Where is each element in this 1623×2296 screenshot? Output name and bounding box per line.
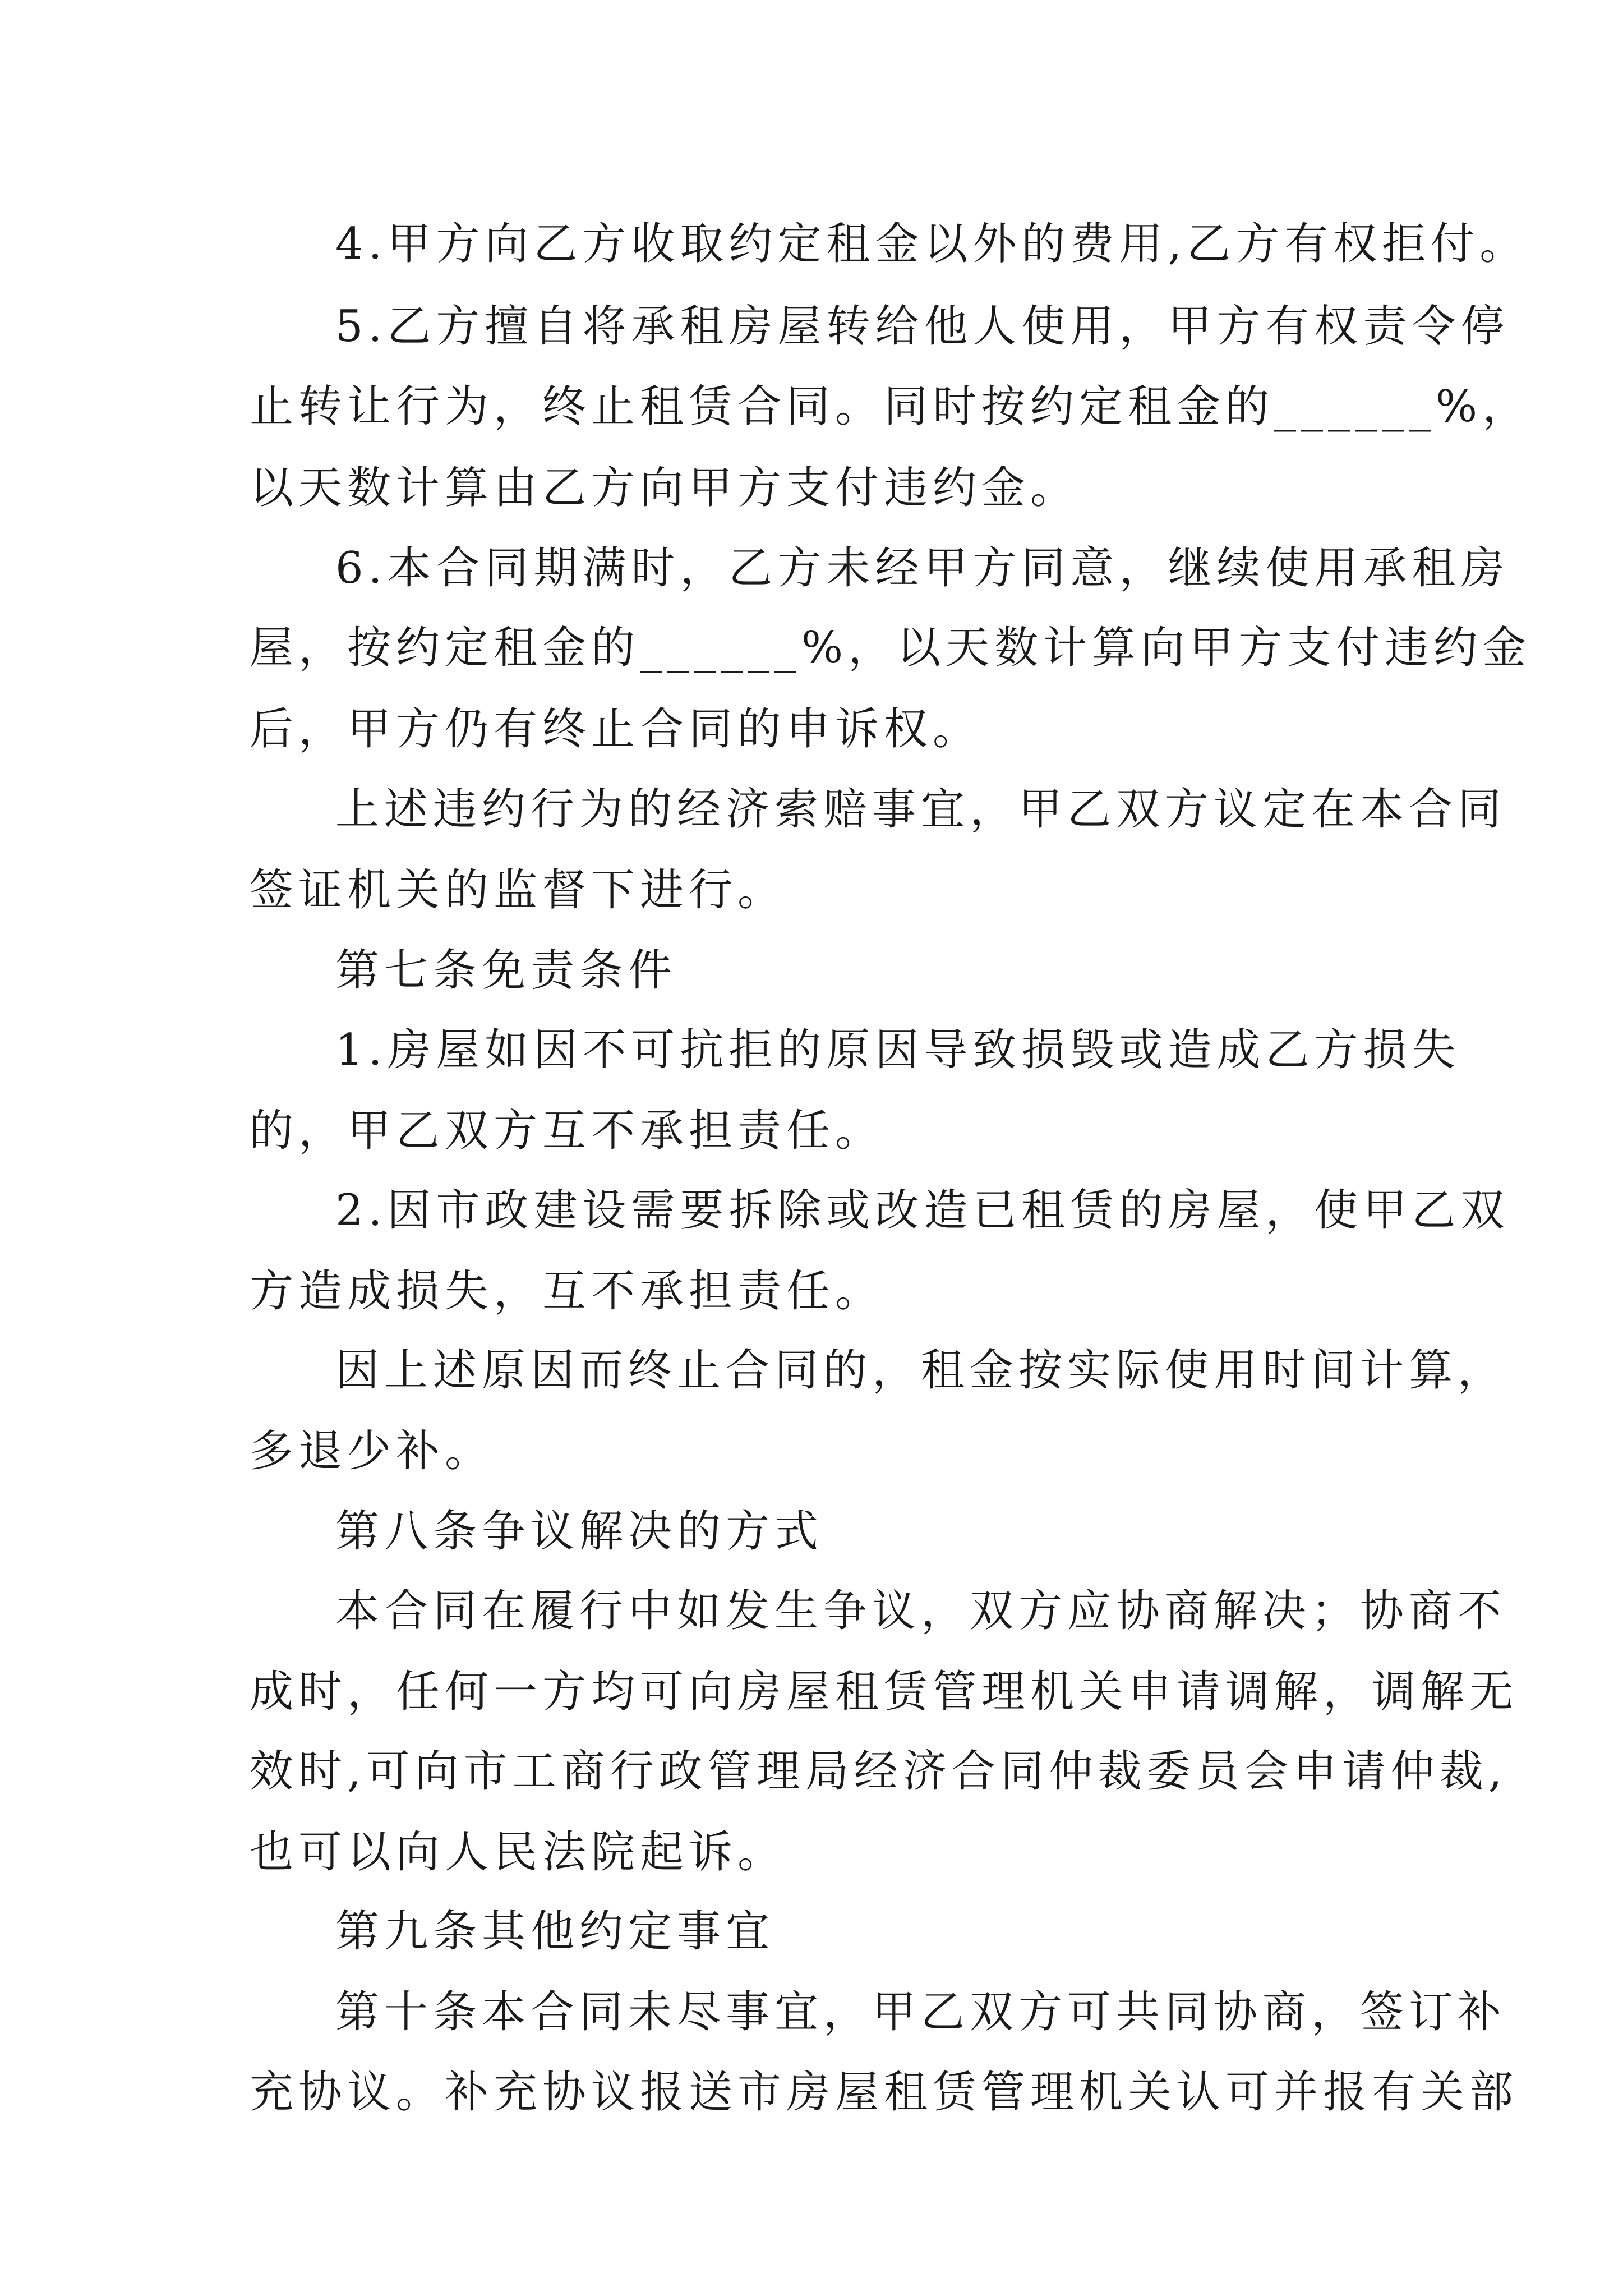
article-7-heading: 第七条免责条件 <box>335 945 677 996</box>
termination-paragraph-line-1: 因上述原因而终止合同的，租金按实际使用时间计算， <box>335 1345 1507 1396</box>
article-7-item-2-line-2: 方造成损失，互不承担责任。 <box>250 1266 884 1317</box>
clause-6-line-2: 屋，按约定租金的______%，以天数计算向甲方支付违约金 <box>250 623 1532 673</box>
article-8-line-1: 本合同在履行中如发生争议，双方应协商解决；协商不 <box>335 1586 1507 1636</box>
article-9-heading: 第九条其他约定事宜 <box>335 1906 775 1957</box>
article-7-item-2-line-1: 2.因市政建设需要拆除或改造已租赁的房屋，使甲乙双 <box>335 1185 1510 1236</box>
article-8-line-3: 效时,可向市工商行政管理局经济合同仲裁委员会申请仲裁, <box>250 1746 1507 1797</box>
clause-5-line-3: 以天数计算由乙方向甲方支付违约金。 <box>250 463 1080 513</box>
breach-paragraph-line-1: 上述违约行为的经济索赔事宜，甲乙双方议定在本合同 <box>335 784 1507 835</box>
article-7-item-1-line-1: 1.房屋如因不可抗拒的原因导致损毁或造成乙方损失 <box>335 1025 1461 1075</box>
article-8-line-2: 成时，任何一方均可向房屋租赁管理机关申请调解，调解无 <box>250 1667 1519 1717</box>
clause-5-line-2: 止转让行为，终止租赁合同。同时按约定租金的______%， <box>250 381 1532 432</box>
article-7-item-1-line-2: 的，甲乙双方互不承担责任。 <box>250 1106 884 1156</box>
clause-6-line-3: 后，甲方仍有终止合同的申诉权。 <box>250 704 982 754</box>
clause-4-line-1: 4.甲方向乙方收取约定租金以外的费用,乙方有权拒付。 <box>335 219 1529 269</box>
breach-paragraph-line-2: 签证机关的监督下进行。 <box>250 865 787 915</box>
article-8-heading: 第八条争议解决的方式 <box>335 1506 824 1557</box>
termination-paragraph-line-2: 多退少补。 <box>250 1426 494 1476</box>
article-10-line-2: 充协议。补充协议报送市房屋租赁管理机关认可并报有关部 <box>250 2067 1519 2118</box>
article-10-line-1: 第十条本合同未尽事宜，甲乙双方可共同协商，签订补 <box>335 1987 1507 2037</box>
clause-5-line-1: 5.乙方擅自将承租房屋转给他人使用，甲方有权责令停 <box>335 301 1510 352</box>
clause-6-line-1: 6.本合同期满时，乙方未经甲方同意，继续使用承租房 <box>335 543 1510 593</box>
article-8-line-4: 也可以向人民法院起诉。 <box>250 1827 787 1878</box>
